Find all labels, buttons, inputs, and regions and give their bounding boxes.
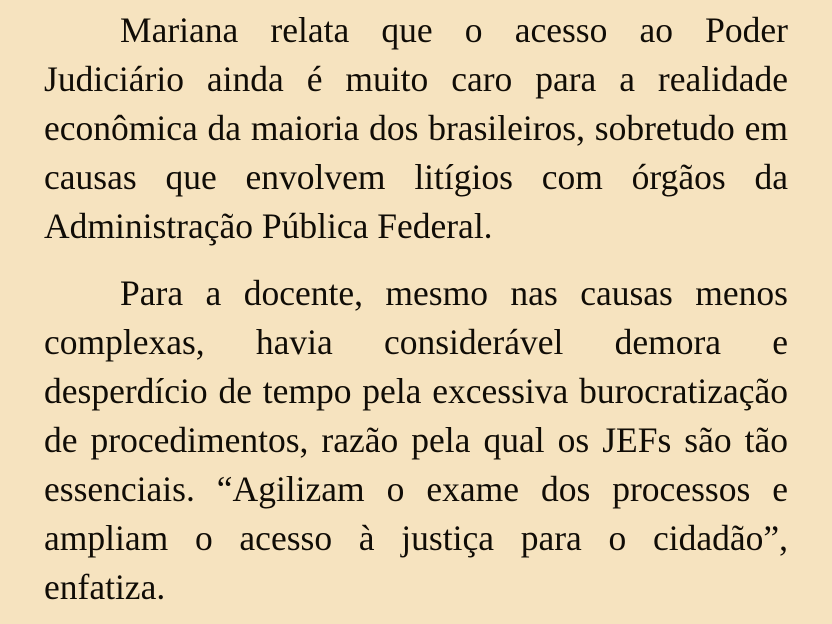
paragraph-first: Mariana relata que o acesso ao Poder Judiciário ainda é muito caro para a realidade econômica da maioria dos brasileiros, sobretudo em causas que envolvem litígios com órgãos da Administração Pública Federal. [44,10,788,246]
paragraph-second: Para a docente, mesmo nas causas menos complexas, havia considerável demora e desperdício de tempo pela excessiva burocratização de procedimentos, razão pela qual os JEFs são tão essenciais. “Agilizam o exame dos processos e ampliam o acesso à justiça para o cidadão”, enfatiza. [44,273,788,607]
